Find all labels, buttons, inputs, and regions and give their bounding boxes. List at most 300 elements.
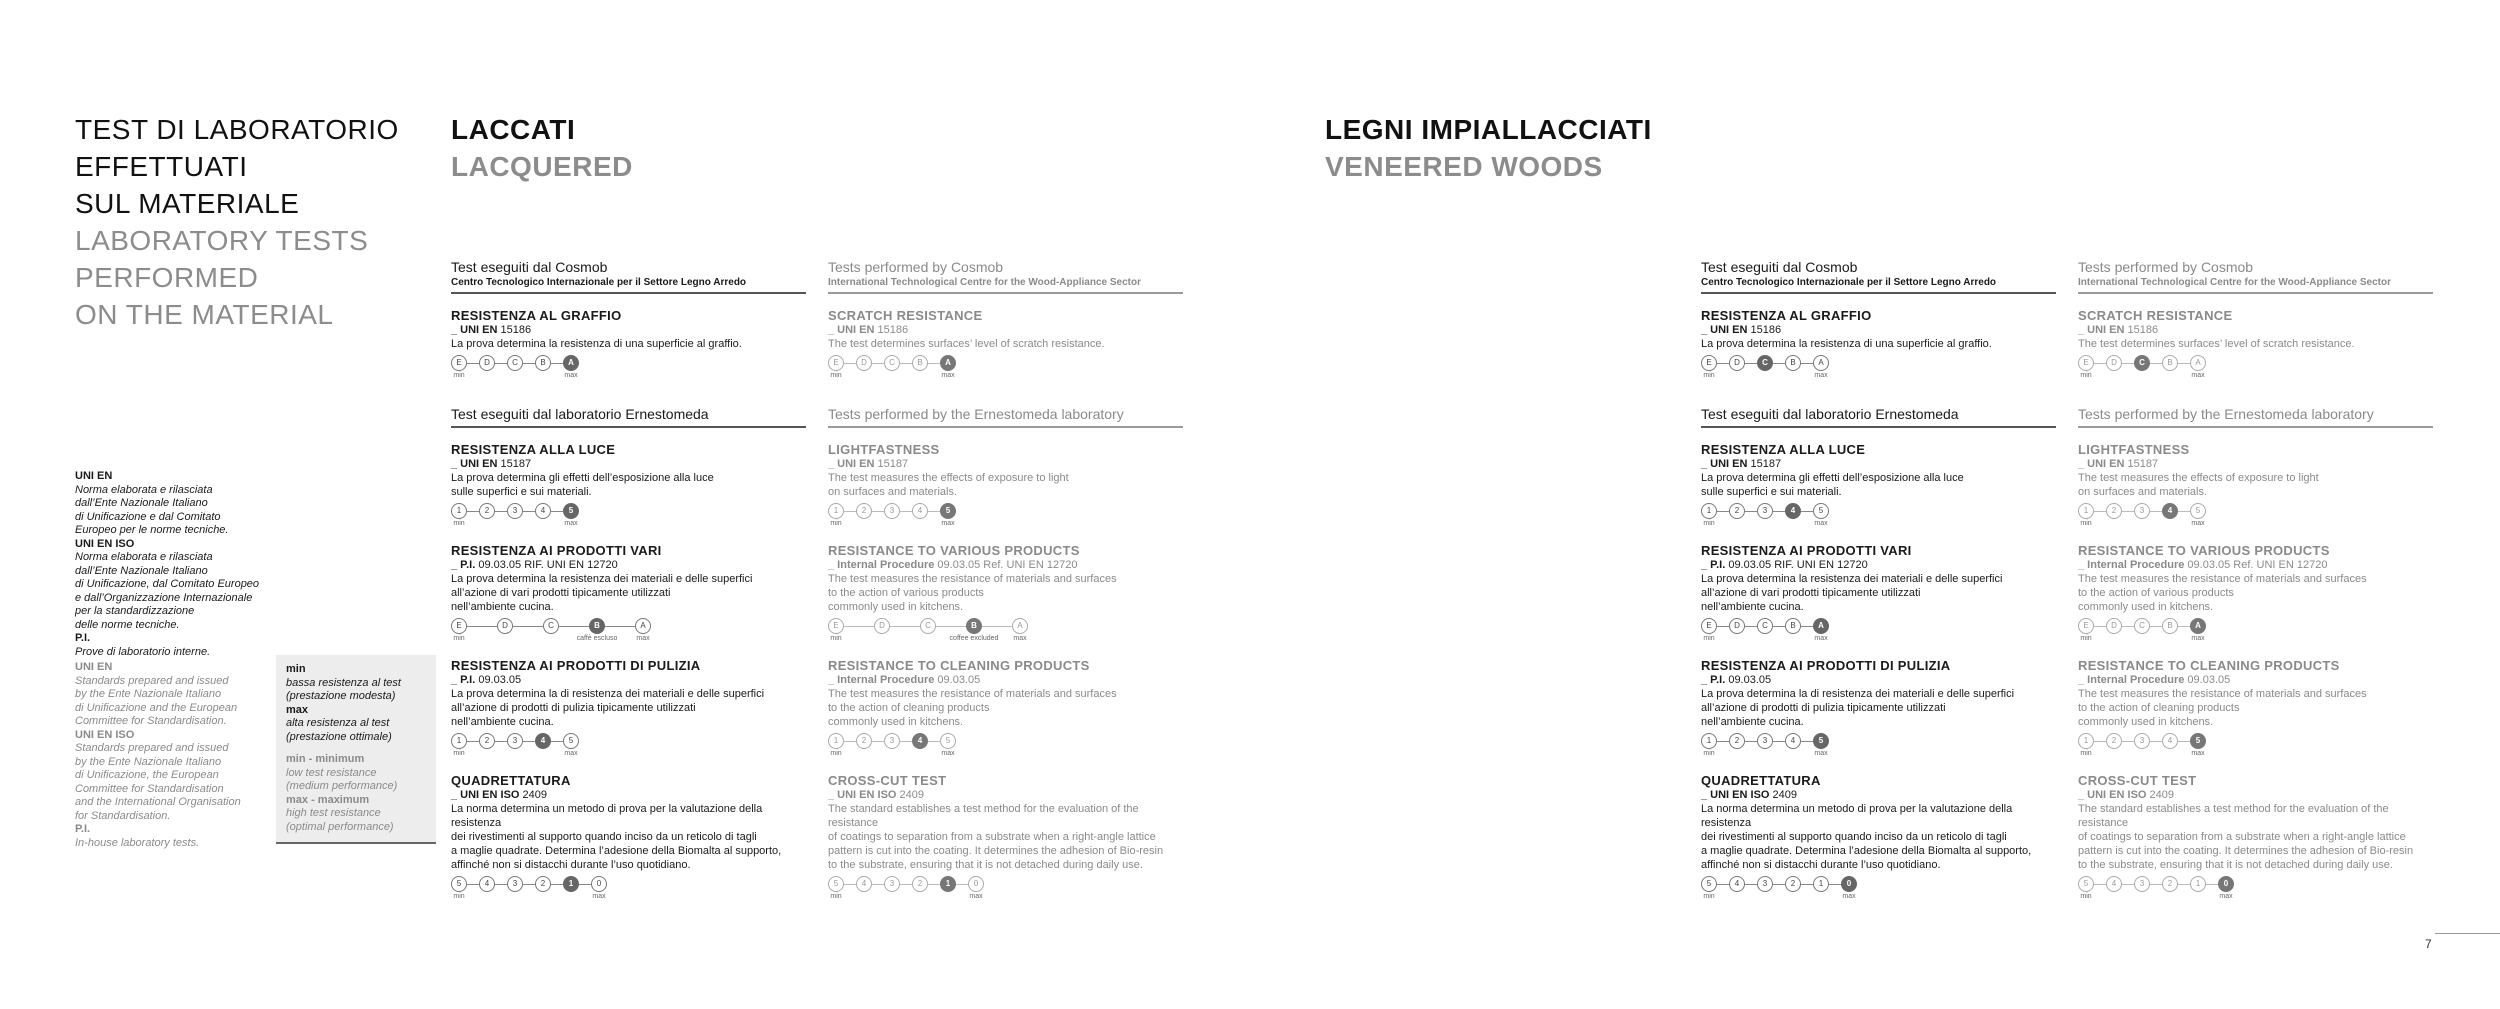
scale-step — [2162, 503, 2178, 519]
legend-line: di Unificazione and the European — [75, 701, 238, 714]
scale-step-label: min — [453, 750, 465, 757]
scale-step — [940, 733, 956, 757]
test-block — [2078, 773, 2433, 902]
lab-heading: Tests performed by the Ernestomeda laboratory — [2078, 405, 2433, 428]
norm-code: _ UNI EN — [1701, 324, 1748, 336]
scale-step-label: min — [2080, 372, 2092, 379]
scale-connector — [844, 626, 874, 627]
norm-ref: 15187 — [2124, 458, 2159, 470]
rating-scale — [1701, 876, 2056, 902]
test-norm — [451, 457, 806, 471]
test-description: a maglie quadrate. Determina l’adesione della Biomalta al supporto, — [1701, 845, 2032, 857]
scale-connector — [872, 884, 884, 885]
scale-step-selected: 4 — [912, 733, 928, 749]
test-description: La prova determina la resistenza dei materiali e delle superfici — [451, 573, 753, 585]
scale-step-circle: E — [2078, 355, 2094, 371]
scale-step — [949, 618, 999, 642]
test-description: to the substrate, ensuring that it is not detached during daily use. — [2078, 859, 2393, 871]
scale-step-label: min — [453, 893, 465, 900]
cosmob-subheading: International Technological Centre for the Wood-Appliance Sector — [828, 276, 1183, 294]
scale-step — [1785, 503, 1801, 519]
test-description: nell’ambiente cucina. — [1701, 716, 1804, 728]
scale-step — [2078, 618, 2094, 642]
test-description: pattern is cut into the coating. It determines the adhesion of Bio-resin — [2078, 845, 2414, 857]
test-block — [1701, 442, 2056, 529]
norm-ref: 15187 — [497, 458, 532, 470]
scale-step-circle: 4 — [2162, 733, 2178, 749]
section-title-veneered — [1325, 111, 1652, 185]
scale-connector — [1773, 511, 1785, 512]
scale-connector — [2150, 511, 2162, 512]
norm-code: _ P.I. — [451, 674, 476, 686]
scale-step — [563, 876, 579, 892]
scale-step — [884, 503, 900, 519]
scale-connector — [900, 741, 912, 742]
scale-step — [1701, 733, 1717, 757]
scale-connector — [551, 741, 563, 742]
norm-ref: 15186 — [1747, 324, 1782, 336]
legend-box-line: max — [286, 703, 309, 716]
rating-scale — [828, 876, 1183, 902]
scale-step-label: max — [2191, 750, 2205, 757]
scale-connector — [1801, 363, 1813, 364]
scale-step-selected: B — [966, 618, 982, 634]
test-title: LIGHTFASTNESS — [828, 442, 940, 457]
test-description: of coatings to separation from a substrate when a right-angle lattice — [828, 831, 1156, 843]
test-block — [1701, 658, 2056, 759]
scale-step — [451, 876, 467, 900]
test-title: RESISTENZA AL GRAFFIO — [451, 308, 622, 323]
scale-step — [828, 733, 844, 757]
legend-italian — [75, 470, 285, 659]
scale-connector — [928, 511, 940, 512]
scale-step — [2134, 503, 2150, 519]
scale-step-label: max — [2219, 893, 2233, 900]
scale-step-circle: 2 — [535, 876, 551, 892]
scale-step — [828, 355, 844, 379]
test-description: commonly used in kitchens. — [828, 716, 964, 728]
scale-step — [507, 355, 523, 371]
scale-connector — [928, 741, 940, 742]
scale-step-circle: D — [497, 618, 513, 634]
scale-step-selected: 0 — [1841, 876, 1857, 892]
rating-scale — [451, 733, 806, 759]
scale-connector — [1801, 626, 1813, 627]
rating-scale — [828, 618, 1183, 644]
scale-step-label: max — [564, 520, 578, 527]
scale-connector — [872, 511, 884, 512]
scale-step — [1701, 355, 1717, 379]
norm-ref: 09.03.05 — [475, 674, 522, 686]
test-title: RESISTANCE TO CLEANING PRODUCTS — [2078, 658, 2340, 673]
scale-step-label: caffè escluso — [576, 635, 618, 642]
scale-step-selected: B — [589, 618, 605, 634]
cosmob-heading: Test eseguiti dal Cosmob — [451, 259, 608, 275]
test-title: RESISTENZA ALLA LUCE — [451, 442, 616, 457]
scale-connector — [872, 363, 884, 364]
scale-step-circle: 3 — [1757, 733, 1773, 749]
scale-connector — [467, 626, 497, 627]
test-description: affinché non si distacchi durante l’uso quotidiano. — [1701, 859, 1941, 871]
scale-connector — [872, 741, 884, 742]
scale-step — [940, 503, 956, 527]
scale-step — [1757, 876, 1773, 892]
scale-step — [2106, 733, 2122, 749]
scale-step-label: min — [1703, 635, 1715, 642]
scale-step-circle: 1 — [451, 733, 467, 749]
scale-step-circle: 3 — [2134, 733, 2150, 749]
legend-line: dall’Ente Nazionale Italiano — [75, 564, 208, 577]
legend-box-line: max - maximum — [286, 793, 370, 806]
scale-connector — [1773, 884, 1785, 885]
scale-step — [2078, 876, 2094, 900]
scale-step — [1729, 503, 1745, 519]
test-norm — [2078, 457, 2433, 471]
scale-step-circle: D — [2106, 618, 2122, 634]
test-title: LIGHTFASTNESS — [2078, 442, 2190, 457]
scale-connector — [2150, 884, 2162, 885]
scale-step-selected: 5 — [940, 503, 956, 519]
norm-ref: 2409 — [519, 789, 547, 801]
test-block — [2078, 658, 2433, 759]
legend-line: P.I. — [75, 823, 91, 835]
scale-step — [912, 503, 928, 519]
legend-line: di Unificazione, dal Comitato Europeo — [75, 578, 260, 590]
scale-step — [2134, 733, 2150, 749]
scale-step — [535, 733, 551, 749]
scale-step-circle: 4 — [1785, 733, 1801, 749]
test-description: La prova determina la di resistenza dei materiali e delle superfici — [451, 688, 765, 700]
test-title: RESISTENZA AI PRODOTTI DI PULIZIA — [451, 658, 701, 673]
scale-step-circle: A — [2190, 355, 2206, 371]
veneered-english-column — [2078, 259, 2433, 902]
scale-step — [2134, 876, 2150, 892]
scale-connector — [900, 884, 912, 885]
legend-line: di Unificazione, the European — [75, 769, 219, 781]
scale-step-circle: 1 — [2078, 733, 2094, 749]
scale-step — [1701, 503, 1717, 527]
scale-step-label: min — [830, 635, 842, 642]
scale-connector — [982, 626, 1012, 627]
test-norm — [451, 788, 806, 802]
intro-title-it-3: SUL MATERIALE — [75, 188, 300, 219]
scale-step — [828, 503, 844, 527]
scale-step-circle: 5 — [1813, 503, 1829, 519]
scale-connector — [495, 741, 507, 742]
scale-step-selected: 5 — [1813, 733, 1829, 749]
scale-connector — [467, 363, 479, 364]
scale-step-selected: 4 — [2162, 503, 2178, 519]
scale-step-circle: E — [2078, 618, 2094, 634]
scale-step-label: min — [2080, 893, 2092, 900]
legend-box-line: high test resistance — [286, 807, 381, 819]
scale-connector — [2150, 363, 2162, 364]
scale-step-circle: 5 — [1701, 876, 1717, 892]
scale-step-circle: E — [828, 618, 844, 634]
scale-step — [1729, 876, 1745, 892]
scale-connector — [605, 626, 635, 627]
norm-ref: 2409 — [896, 789, 924, 801]
scale-step-label: min — [830, 750, 842, 757]
scale-step-selected: 1 — [940, 876, 956, 892]
section-title-lacquered — [451, 111, 633, 185]
test-description: The test measures the resistance of materials and surfaces — [2078, 688, 2367, 700]
cosmob-subheading: Centro Tecnologico Internazionale per il Settore Legno Arredo — [451, 276, 806, 294]
scale-step — [828, 618, 844, 642]
rating-scale — [451, 876, 806, 902]
scale-step-label: max — [1814, 635, 1828, 642]
norm-code: _ UNI EN ISO — [2078, 789, 2147, 801]
test-title: QUADRETTATURA — [451, 773, 571, 788]
scale-step — [535, 876, 551, 892]
norm-code: _ Internal Procedure — [2078, 559, 2185, 571]
page-divider — [2435, 933, 2500, 934]
scale-step-circle: 3 — [884, 733, 900, 749]
scale-step-circle: D — [479, 355, 495, 371]
legend-line: for Standardisation. — [75, 809, 171, 822]
scale-connector — [844, 511, 856, 512]
test-block — [451, 658, 806, 759]
scale-connector — [2150, 626, 2162, 627]
scale-step-selected: 4 — [535, 733, 551, 749]
scale-step-circle: 2 — [479, 503, 495, 519]
scale-connector — [2178, 363, 2190, 364]
scale-step-label: max — [2191, 372, 2205, 379]
scale-connector — [2178, 884, 2190, 885]
scale-step-label: max — [1814, 372, 1828, 379]
section-title-it: LEGNI IMPIALLACCIATI — [1325, 114, 1652, 145]
test-description: La prova determina gli effetti dell’esposizione alla luce — [1701, 472, 1964, 484]
test-description: to the action of various products — [828, 587, 984, 599]
test-block — [828, 543, 1183, 644]
scale-connector — [2178, 626, 2190, 627]
scale-connector — [2122, 741, 2134, 742]
scale-step-circle: 0 — [591, 876, 607, 892]
scale-connector — [551, 363, 563, 364]
scale-step — [1813, 618, 1829, 642]
scale-step-label: max — [941, 372, 955, 379]
scale-step — [451, 618, 467, 642]
test-description: of coatings to separation from a substrate when a right-angle lattice — [2078, 831, 2406, 843]
test-norm — [2078, 323, 2433, 337]
legend-line: In-house laboratory tests. — [75, 836, 200, 849]
test-norm — [828, 788, 1183, 802]
scale-step-label: min — [1703, 893, 1715, 900]
scale-step-circle: E — [451, 355, 467, 371]
scale-step — [1729, 355, 1745, 371]
scale-connector — [890, 626, 920, 627]
scale-step-label: max — [564, 750, 578, 757]
test-description: The test measures the effects of exposure to light — [2078, 472, 2319, 484]
test-description: La prova determina gli effetti dell’esposizione alla luce — [451, 472, 714, 484]
test-description: all’azione di prodotti di pulizia tipicamente utilizzati — [1701, 702, 1946, 714]
norm-code: _ UNI EN — [2078, 324, 2125, 336]
norm-ref: 09.03.05 — [1725, 674, 1772, 686]
scale-step-circle: A — [1813, 355, 1829, 371]
scale-step — [543, 618, 559, 634]
scale-step — [2162, 733, 2178, 749]
legend-line: P.I. — [75, 632, 91, 644]
test-description: The standard establishes a test method for the evaluation of the resistance — [2078, 803, 2389, 829]
rating-scale — [1701, 618, 2056, 644]
legend-box-line: (optimal performance) — [286, 820, 394, 833]
test-title: CROSS-CUT TEST — [828, 773, 947, 788]
test-description: La prova determina la di resistenza dei materiali e delle superfici — [1701, 688, 2015, 700]
scale-step-label: min — [830, 372, 842, 379]
scale-step — [968, 876, 984, 900]
test-norm — [451, 323, 806, 337]
scale-step-label: min — [1703, 520, 1715, 527]
scale-step — [2078, 503, 2094, 527]
legend-line: Committee for Standardisation — [75, 782, 224, 795]
scale-step-label: min — [2080, 635, 2092, 642]
scale-step-circle: E — [1701, 355, 1717, 371]
scale-step-circle: B — [535, 355, 551, 371]
scale-step — [920, 618, 936, 634]
scale-step-circle: D — [1729, 355, 1745, 371]
scale-step-selected: C — [2134, 355, 2150, 371]
scale-connector — [2178, 511, 2190, 512]
norm-ref: 09.03.05 Ref. UNI EN 12720 — [934, 559, 1078, 571]
scale-step-circle: 3 — [507, 876, 523, 892]
scale-step-circle: 1 — [1701, 733, 1717, 749]
legend-box-line: bassa resistenza al test — [286, 676, 401, 689]
scale-step-selected: 0 — [2218, 876, 2234, 892]
scale-connector — [2122, 884, 2134, 885]
intro-title — [75, 111, 399, 333]
norm-ref: 09.03.05 RIF. UNI EN 12720 — [475, 559, 618, 571]
scale-step-label: min — [453, 635, 465, 642]
scale-connector — [956, 884, 968, 885]
scale-step-circle: 5 — [2190, 503, 2206, 519]
scale-step-circle: C — [884, 355, 900, 371]
scale-step-circle: 2 — [2106, 503, 2122, 519]
scale-step — [1813, 876, 1829, 892]
scale-step — [576, 618, 618, 642]
scale-step — [563, 355, 579, 379]
scale-step-circle: E — [1701, 618, 1717, 634]
test-description: nell’ambiente cucina. — [1701, 601, 1804, 613]
scale-step-label: min — [830, 520, 842, 527]
legend-box-line: min - minimum — [286, 753, 365, 765]
scale-step — [1757, 618, 1773, 634]
scale-step-circle: C — [1757, 618, 1773, 634]
test-description: all’azione di vari prodotti tipicamente utilizzati — [451, 587, 671, 599]
scale-step-circle: 3 — [884, 876, 900, 892]
test-description: La prova determina la resistenza di una superficie al graffio. — [1701, 338, 1992, 350]
legend-box-line: min — [286, 663, 306, 675]
scale-step-label: max — [2191, 520, 2205, 527]
scale-step — [507, 876, 523, 892]
scale-step-circle: 2 — [1729, 733, 1745, 749]
scale-step — [2106, 876, 2122, 892]
test-description: The test determines surfaces’ level of scratch resistance. — [828, 338, 1105, 350]
scale-connector — [467, 511, 479, 512]
test-description: commonly used in kitchens. — [2078, 601, 2214, 613]
scale-step — [856, 733, 872, 749]
scale-connector — [1801, 511, 1813, 512]
scale-step-label: max — [592, 893, 606, 900]
scale-step — [1757, 733, 1773, 749]
test-description: commonly used in kitchens. — [2078, 716, 2214, 728]
scale-step — [535, 503, 551, 519]
test-description: La norma determina un metodo di prova per la valutazione della resistenza — [451, 803, 763, 829]
legend-box-line: alta resistenza al test — [286, 717, 390, 729]
scale-step-selected: A — [940, 355, 956, 371]
scale-step-label: min — [453, 520, 465, 527]
norm-code: _ UNI EN ISO — [1701, 789, 1770, 801]
scale-step-circle: 2 — [2106, 733, 2122, 749]
scale-connector — [495, 884, 507, 885]
scale-step-circle: 1 — [1701, 503, 1717, 519]
scale-step-circle: 1 — [2078, 503, 2094, 519]
rating-scale — [451, 503, 806, 529]
scale-step-circle: D — [856, 355, 872, 371]
scale-step — [2162, 355, 2178, 371]
legend-line: UNI EN — [75, 661, 113, 673]
scale-step-circle: 3 — [2134, 876, 2150, 892]
test-description: The standard establishes a test method for the evaluation of the resistance — [828, 803, 1139, 829]
norm-ref: 15186 — [497, 324, 532, 336]
test-description: to the action of cleaning products — [2078, 702, 2240, 714]
legend-line: Norma elaborata e rilasciata — [75, 551, 213, 563]
intro-title-it-2: EFFETTUATI — [75, 151, 248, 182]
scale-connector — [2122, 511, 2134, 512]
test-block — [2078, 308, 2433, 381]
scale-step — [2162, 876, 2178, 892]
cosmob-subheading: International Technological Centre for the Wood-Appliance Sector — [2078, 276, 2433, 294]
veneered-italian-column — [1701, 259, 2056, 902]
test-description: pattern is cut into the coating. It determines the adhesion of Bio-resin — [828, 845, 1164, 857]
scale-connector — [900, 363, 912, 364]
norm-code: _ UNI EN — [2078, 458, 2125, 470]
scale-connector — [844, 741, 856, 742]
test-block — [451, 543, 806, 644]
scale-step-circle: B — [2162, 355, 2178, 371]
scale-connector — [579, 884, 591, 885]
test-description: to the substrate, ensuring that it is not detached during daily use. — [828, 859, 1143, 871]
scale-step — [1813, 503, 1829, 527]
scale-step — [563, 733, 579, 757]
scale-step-selected: A — [563, 355, 579, 371]
scale-step-label: min — [830, 893, 842, 900]
scale-step-label: max — [564, 372, 578, 379]
scale-step-circle: 3 — [1757, 503, 1773, 519]
scale-step-label: max — [1842, 893, 1856, 900]
cosmob-heading: Tests performed by Cosmob — [828, 259, 1004, 275]
rating-scale — [1701, 733, 2056, 759]
scale-step-circle: 3 — [884, 503, 900, 519]
scale-step-selected: 5 — [563, 503, 579, 519]
scale-step-circle: C — [507, 355, 523, 371]
norm-ref: 09.03.05 — [2184, 674, 2231, 686]
scale-step-circle: 2 — [1785, 876, 1801, 892]
scale-step — [856, 503, 872, 519]
scale-connector — [1717, 741, 1729, 742]
scale-step-circle: 1 — [451, 503, 467, 519]
rating-scale — [451, 618, 806, 644]
scale-connector — [2122, 363, 2134, 364]
scale-step — [1729, 618, 1745, 634]
rating-scale — [828, 355, 1183, 381]
scale-connector — [559, 626, 589, 627]
test-norm — [1701, 558, 2056, 572]
scale-step — [497, 618, 513, 634]
scale-step — [856, 876, 872, 892]
scale-step-label: min — [453, 372, 465, 379]
scale-step-circle: 2 — [912, 876, 928, 892]
section-title-en: VENEERED WOODS — [1325, 151, 1603, 182]
